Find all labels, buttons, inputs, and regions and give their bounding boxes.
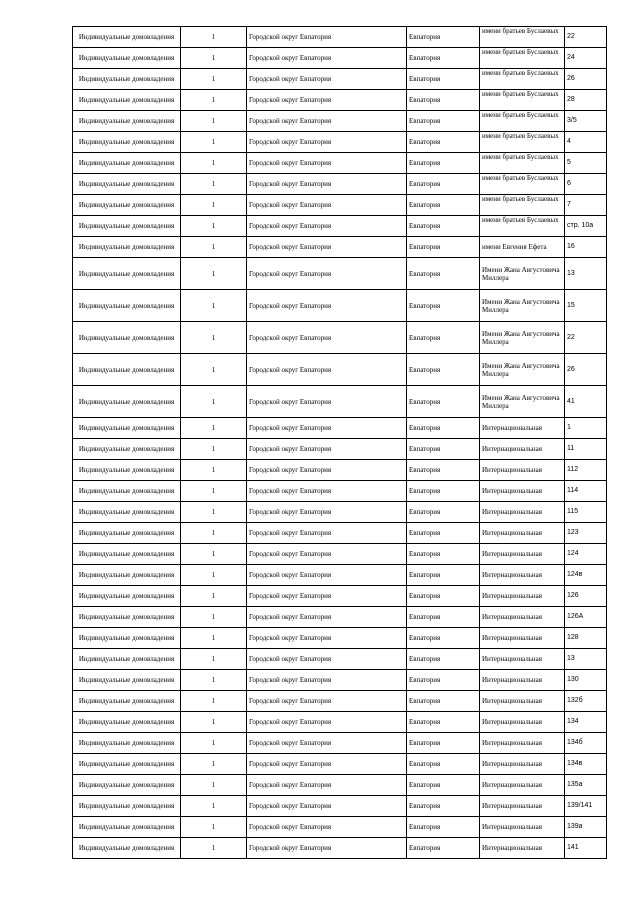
row-house-cell: 6 xyxy=(565,174,607,195)
row-count-cell: 1 xyxy=(181,216,247,237)
table-row xyxy=(73,691,607,712)
row-house-cell: 134б xyxy=(565,733,607,754)
row-district-cell: Городской округ Евпатория xyxy=(247,290,407,322)
row-house-cell: 16 xyxy=(565,237,607,258)
row-type-cell: Индивидуальные домовладения xyxy=(73,502,181,523)
row-type-cell: Индивидуальные домовладения xyxy=(73,386,181,418)
row-city-cell: Евпатория xyxy=(407,712,480,733)
row-house-cell: 134в xyxy=(565,754,607,775)
table-row xyxy=(73,290,607,322)
row-district-cell: Городской округ Евпатория xyxy=(247,481,407,502)
row-count-cell: 1 xyxy=(181,523,247,544)
row-type-cell: Индивидуальные домовладения xyxy=(73,733,181,754)
row-city-cell: Евпатория xyxy=(407,691,480,712)
row-house-cell: 4 xyxy=(565,132,607,153)
row-district-cell: Городской округ Евпатория xyxy=(247,460,407,481)
row-house-cell: 124в xyxy=(565,565,607,586)
table-row xyxy=(73,354,607,386)
row-district-cell: Городской округ Евпатория xyxy=(247,670,407,691)
table-row xyxy=(73,607,607,628)
table-row xyxy=(73,481,607,502)
row-city-cell: Евпатория xyxy=(407,48,480,69)
row-type-cell: Индивидуальные домовладения xyxy=(73,775,181,796)
row-city-cell: Евпатория xyxy=(407,754,480,775)
row-city-cell: Евпатория xyxy=(407,237,480,258)
row-city-cell: Евпатория xyxy=(407,565,480,586)
row-street-cell: Имени Жана Августовича Миллера xyxy=(480,386,565,418)
row-district-cell: Городской округ Евпатория xyxy=(247,418,407,439)
row-count-cell: 1 xyxy=(181,565,247,586)
row-street-cell: Интернациональная xyxy=(480,418,565,439)
row-house-cell: 11 xyxy=(565,439,607,460)
row-street-cell: Интернациональная xyxy=(480,460,565,481)
row-district-cell: Городской округ Евпатория xyxy=(247,354,407,386)
row-count-cell: 1 xyxy=(181,174,247,195)
row-street-cell: имени братьев Буслаевых xyxy=(480,90,565,111)
row-house-cell: 124 xyxy=(565,544,607,565)
row-type-cell: Индивидуальные домовладения xyxy=(73,153,181,174)
row-house-cell: 114 xyxy=(565,481,607,502)
row-street-cell: имени братьев Буслаевых xyxy=(480,48,565,69)
table-row xyxy=(73,460,607,481)
row-type-cell: Индивидуальные домовладения xyxy=(73,237,181,258)
row-district-cell: Городской округ Евпатория xyxy=(247,69,407,90)
row-district-cell: Городской округ Евпатория xyxy=(247,628,407,649)
row-city-cell: Евпатория xyxy=(407,386,480,418)
row-street-cell: Имени Жана Августовича Миллера xyxy=(480,290,565,322)
table-row xyxy=(73,216,607,237)
row-house-cell: 126А xyxy=(565,607,607,628)
table-row xyxy=(73,712,607,733)
row-city-cell: Евпатория xyxy=(407,733,480,754)
row-house-cell: 22 xyxy=(565,27,607,48)
row-count-cell: 1 xyxy=(181,691,247,712)
row-count-cell: 1 xyxy=(181,733,247,754)
row-count-cell: 1 xyxy=(181,290,247,322)
table-row xyxy=(73,754,607,775)
table-row xyxy=(73,258,607,290)
row-type-cell: Индивидуальные домовладения xyxy=(73,670,181,691)
table-row xyxy=(73,544,607,565)
row-city-cell: Евпатория xyxy=(407,174,480,195)
row-street-cell: Интернациональная xyxy=(480,544,565,565)
table-row xyxy=(73,838,607,859)
row-count-cell: 1 xyxy=(181,817,247,838)
row-street-cell: имени Евгения Ефета xyxy=(480,237,565,258)
row-district-cell: Городской округ Евпатория xyxy=(247,523,407,544)
row-street-cell: Интернациональная xyxy=(480,691,565,712)
row-district-cell: Городской округ Евпатория xyxy=(247,544,407,565)
row-house-cell: 22 xyxy=(565,322,607,354)
row-type-cell: Индивидуальные домовладения xyxy=(73,565,181,586)
row-house-cell: 132б xyxy=(565,691,607,712)
row-type-cell: Индивидуальные домовладения xyxy=(73,523,181,544)
row-count-cell: 1 xyxy=(181,670,247,691)
row-city-cell: Евпатория xyxy=(407,502,480,523)
row-district-cell: Городской округ Евпатория xyxy=(247,237,407,258)
row-house-cell: 26 xyxy=(565,69,607,90)
row-city-cell: Евпатория xyxy=(407,153,480,174)
row-city-cell: Евпатория xyxy=(407,111,480,132)
row-district-cell: Городской округ Евпатория xyxy=(247,195,407,216)
row-type-cell: Индивидуальные домовладения xyxy=(73,628,181,649)
row-house-cell: 13 xyxy=(565,258,607,290)
row-type-cell: Индивидуальные домовладения xyxy=(73,216,181,237)
row-type-cell: Индивидуальные домовладения xyxy=(73,27,181,48)
row-district-cell: Городской округ Евпатория xyxy=(247,502,407,523)
row-count-cell: 1 xyxy=(181,481,247,502)
table-row xyxy=(73,174,607,195)
row-city-cell: Евпатория xyxy=(407,628,480,649)
row-street-cell: Интернациональная xyxy=(480,649,565,670)
table-row xyxy=(73,90,607,111)
row-street-cell: Имени Жана Августовича Миллера xyxy=(480,354,565,386)
row-district-cell: Городской округ Евпатория xyxy=(247,27,407,48)
table-row xyxy=(73,132,607,153)
row-house-cell: 28 xyxy=(565,90,607,111)
row-count-cell: 1 xyxy=(181,775,247,796)
row-street-cell: Имени Жана Августовича Миллера xyxy=(480,258,565,290)
row-count-cell: 1 xyxy=(181,544,247,565)
row-house-cell: 134 xyxy=(565,712,607,733)
table-row xyxy=(73,670,607,691)
table-row xyxy=(73,796,607,817)
row-district-cell: Городской округ Евпатория xyxy=(247,132,407,153)
row-house-cell: 139/141 xyxy=(565,796,607,817)
row-district-cell: Городской округ Евпатория xyxy=(247,111,407,132)
row-count-cell: 1 xyxy=(181,754,247,775)
row-house-cell: 115 xyxy=(565,502,607,523)
row-count-cell: 1 xyxy=(181,153,247,174)
row-house-cell: 41 xyxy=(565,386,607,418)
row-district-cell: Городской округ Евпатория xyxy=(247,691,407,712)
row-district-cell: Городской округ Евпатория xyxy=(247,322,407,354)
row-street-cell: Имени Жана Августовича Миллера xyxy=(480,322,565,354)
row-street-cell: Интернациональная xyxy=(480,481,565,502)
row-city-cell: Евпатория xyxy=(407,523,480,544)
row-street-cell: Интернациональная xyxy=(480,670,565,691)
row-count-cell: 1 xyxy=(181,132,247,153)
row-count-cell: 1 xyxy=(181,607,247,628)
row-street-cell: Интернациональная xyxy=(480,502,565,523)
table-row xyxy=(73,153,607,174)
row-count-cell: 1 xyxy=(181,439,247,460)
row-type-cell: Индивидуальные домовладения xyxy=(73,838,181,859)
row-city-cell: Евпатория xyxy=(407,838,480,859)
row-district-cell: Городской округ Евпатория xyxy=(247,733,407,754)
row-count-cell: 1 xyxy=(181,418,247,439)
row-city-cell: Евпатория xyxy=(407,670,480,691)
row-count-cell: 1 xyxy=(181,712,247,733)
row-city-cell: Евпатория xyxy=(407,481,480,502)
row-type-cell: Индивидуальные домовладения xyxy=(73,111,181,132)
row-district-cell: Городской округ Евпатория xyxy=(247,90,407,111)
table-row xyxy=(73,27,607,48)
row-house-cell: 7 xyxy=(565,195,607,216)
row-street-cell: имени братьев Буслаевых xyxy=(480,216,565,237)
row-district-cell: Городской округ Евпатория xyxy=(247,586,407,607)
row-house-cell: 24 xyxy=(565,48,607,69)
table-row xyxy=(73,237,607,258)
row-street-cell: Интернациональная xyxy=(480,775,565,796)
row-city-cell: Евпатория xyxy=(407,607,480,628)
row-house-cell: 126 xyxy=(565,586,607,607)
row-count-cell: 1 xyxy=(181,27,247,48)
row-city-cell: Евпатория xyxy=(407,418,480,439)
row-city-cell: Евпатория xyxy=(407,586,480,607)
row-type-cell: Индивидуальные домовладения xyxy=(73,817,181,838)
table-row xyxy=(73,565,607,586)
row-count-cell: 1 xyxy=(181,354,247,386)
row-count-cell: 1 xyxy=(181,586,247,607)
row-type-cell: Индивидуальные домовладения xyxy=(73,439,181,460)
row-house-cell: 123 xyxy=(565,523,607,544)
row-street-cell: Интернациональная xyxy=(480,586,565,607)
row-house-cell: 141 xyxy=(565,838,607,859)
row-house-cell: 1 xyxy=(565,418,607,439)
row-district-cell: Городской округ Евпатория xyxy=(247,386,407,418)
row-type-cell: Индивидуальные домовладения xyxy=(73,354,181,386)
table-row xyxy=(73,418,607,439)
row-type-cell: Индивидуальные домовладения xyxy=(73,691,181,712)
row-house-cell: стр. 10а xyxy=(565,216,607,237)
row-count-cell: 1 xyxy=(181,195,247,216)
row-city-cell: Евпатория xyxy=(407,817,480,838)
row-street-cell: Интернациональная xyxy=(480,838,565,859)
address-table xyxy=(72,26,607,859)
table-body xyxy=(73,27,607,859)
row-count-cell: 1 xyxy=(181,386,247,418)
table-row xyxy=(73,111,607,132)
row-house-cell: 3/5 xyxy=(565,111,607,132)
row-type-cell: Индивидуальные домовладения xyxy=(73,174,181,195)
row-district-cell: Городской округ Евпатория xyxy=(247,153,407,174)
row-count-cell: 1 xyxy=(181,649,247,670)
row-street-cell: Интернациональная xyxy=(480,796,565,817)
row-district-cell: Городской округ Евпатория xyxy=(247,216,407,237)
table-row xyxy=(73,439,607,460)
row-count-cell: 1 xyxy=(181,258,247,290)
row-street-cell: Интернациональная xyxy=(480,628,565,649)
row-type-cell: Индивидуальные домовладения xyxy=(73,322,181,354)
row-type-cell: Индивидуальные домовладения xyxy=(73,460,181,481)
row-type-cell: Индивидуальные домовладения xyxy=(73,712,181,733)
table-row xyxy=(73,322,607,354)
row-city-cell: Евпатория xyxy=(407,354,480,386)
row-count-cell: 1 xyxy=(181,322,247,354)
row-city-cell: Евпатория xyxy=(407,322,480,354)
row-street-cell: Интернациональная xyxy=(480,523,565,544)
row-type-cell: Индивидуальные домовладения xyxy=(73,48,181,69)
row-count-cell: 1 xyxy=(181,460,247,481)
row-house-cell: 139а xyxy=(565,817,607,838)
row-district-cell: Городской округ Евпатория xyxy=(247,649,407,670)
row-street-cell: имени братьев Буслаевых xyxy=(480,27,565,48)
row-street-cell: имени братьев Буслаевых xyxy=(480,69,565,90)
row-type-cell: Индивидуальные домовладения xyxy=(73,796,181,817)
row-type-cell: Индивидуальные домовладения xyxy=(73,258,181,290)
row-count-cell: 1 xyxy=(181,628,247,649)
table-row xyxy=(73,649,607,670)
table-row xyxy=(73,195,607,216)
row-house-cell: 5 xyxy=(565,153,607,174)
row-city-cell: Евпатория xyxy=(407,290,480,322)
table-row xyxy=(73,48,607,69)
row-type-cell: Индивидуальные домовладения xyxy=(73,132,181,153)
row-type-cell: Индивидуальные домовладения xyxy=(73,290,181,322)
row-type-cell: Индивидуальные домовладения xyxy=(73,90,181,111)
row-district-cell: Городской округ Евпатория xyxy=(247,174,407,195)
row-street-cell: Интернациональная xyxy=(480,712,565,733)
row-type-cell: Индивидуальные домовладения xyxy=(73,649,181,670)
row-type-cell: Индивидуальные домовладения xyxy=(73,195,181,216)
row-district-cell: Городской округ Евпатория xyxy=(247,48,407,69)
row-district-cell: Городской округ Евпатория xyxy=(247,565,407,586)
row-district-cell: Городской округ Евпатория xyxy=(247,607,407,628)
row-street-cell: имени братьев Буслаевых xyxy=(480,111,565,132)
row-type-cell: Индивидуальные домовладения xyxy=(73,754,181,775)
row-street-cell: Интернациональная xyxy=(480,817,565,838)
row-type-cell: Индивидуальные домовладения xyxy=(73,69,181,90)
row-street-cell: Интернациональная xyxy=(480,607,565,628)
table-row xyxy=(73,733,607,754)
row-city-cell: Евпатория xyxy=(407,258,480,290)
row-type-cell: Индивидуальные домовладения xyxy=(73,481,181,502)
row-city-cell: Евпатория xyxy=(407,132,480,153)
row-type-cell: Индивидуальные домовладения xyxy=(73,607,181,628)
table-row xyxy=(73,523,607,544)
row-city-cell: Евпатория xyxy=(407,69,480,90)
row-house-cell: 26 xyxy=(565,354,607,386)
row-district-cell: Городской округ Евпатория xyxy=(247,838,407,859)
row-count-cell: 1 xyxy=(181,69,247,90)
row-street-cell: имени братьев Буслаевых xyxy=(480,132,565,153)
row-count-cell: 1 xyxy=(181,237,247,258)
row-district-cell: Городской округ Евпатория xyxy=(247,258,407,290)
row-count-cell: 1 xyxy=(181,502,247,523)
row-house-cell: 135а xyxy=(565,775,607,796)
table-row xyxy=(73,628,607,649)
row-city-cell: Евпатория xyxy=(407,216,480,237)
row-district-cell: Городской округ Евпатория xyxy=(247,754,407,775)
row-city-cell: Евпатория xyxy=(407,439,480,460)
row-city-cell: Евпатория xyxy=(407,195,480,216)
table-row xyxy=(73,502,607,523)
row-street-cell: Интернациональная xyxy=(480,754,565,775)
row-type-cell: Индивидуальные домовладения xyxy=(73,544,181,565)
row-count-cell: 1 xyxy=(181,838,247,859)
row-city-cell: Евпатория xyxy=(407,90,480,111)
table-row xyxy=(73,69,607,90)
row-street-cell: Интернациональная xyxy=(480,439,565,460)
row-city-cell: Евпатория xyxy=(407,544,480,565)
row-district-cell: Городской округ Евпатория xyxy=(247,775,407,796)
row-street-cell: имени братьев Буслаевых xyxy=(480,153,565,174)
row-house-cell: 13 xyxy=(565,649,607,670)
row-city-cell: Евпатория xyxy=(407,796,480,817)
row-district-cell: Городской округ Евпатория xyxy=(247,439,407,460)
table-row xyxy=(73,586,607,607)
table-row xyxy=(73,775,607,796)
row-city-cell: Евпатория xyxy=(407,460,480,481)
row-city-cell: Евпатория xyxy=(407,775,480,796)
row-street-cell: имени братьев Буслаевых xyxy=(480,174,565,195)
row-street-cell: имени братьев Буслаевых xyxy=(480,195,565,216)
row-count-cell: 1 xyxy=(181,796,247,817)
row-street-cell: Интернациональная xyxy=(480,733,565,754)
row-city-cell: Евпатория xyxy=(407,27,480,48)
row-count-cell: 1 xyxy=(181,48,247,69)
row-count-cell: 1 xyxy=(181,111,247,132)
row-city-cell: Евпатория xyxy=(407,649,480,670)
table-row xyxy=(73,386,607,418)
row-district-cell: Городской округ Евпатория xyxy=(247,796,407,817)
row-count-cell: 1 xyxy=(181,90,247,111)
row-house-cell: 15 xyxy=(565,290,607,322)
row-district-cell: Городской округ Евпатория xyxy=(247,817,407,838)
row-street-cell: Интернациональная xyxy=(480,565,565,586)
row-house-cell: 112 xyxy=(565,460,607,481)
row-district-cell: Городской округ Евпатория xyxy=(247,712,407,733)
row-type-cell: Индивидуальные домовладения xyxy=(73,418,181,439)
row-type-cell: Индивидуальные домовладения xyxy=(73,586,181,607)
table-row xyxy=(73,817,607,838)
row-house-cell: 128 xyxy=(565,628,607,649)
row-house-cell: 130 xyxy=(565,670,607,691)
